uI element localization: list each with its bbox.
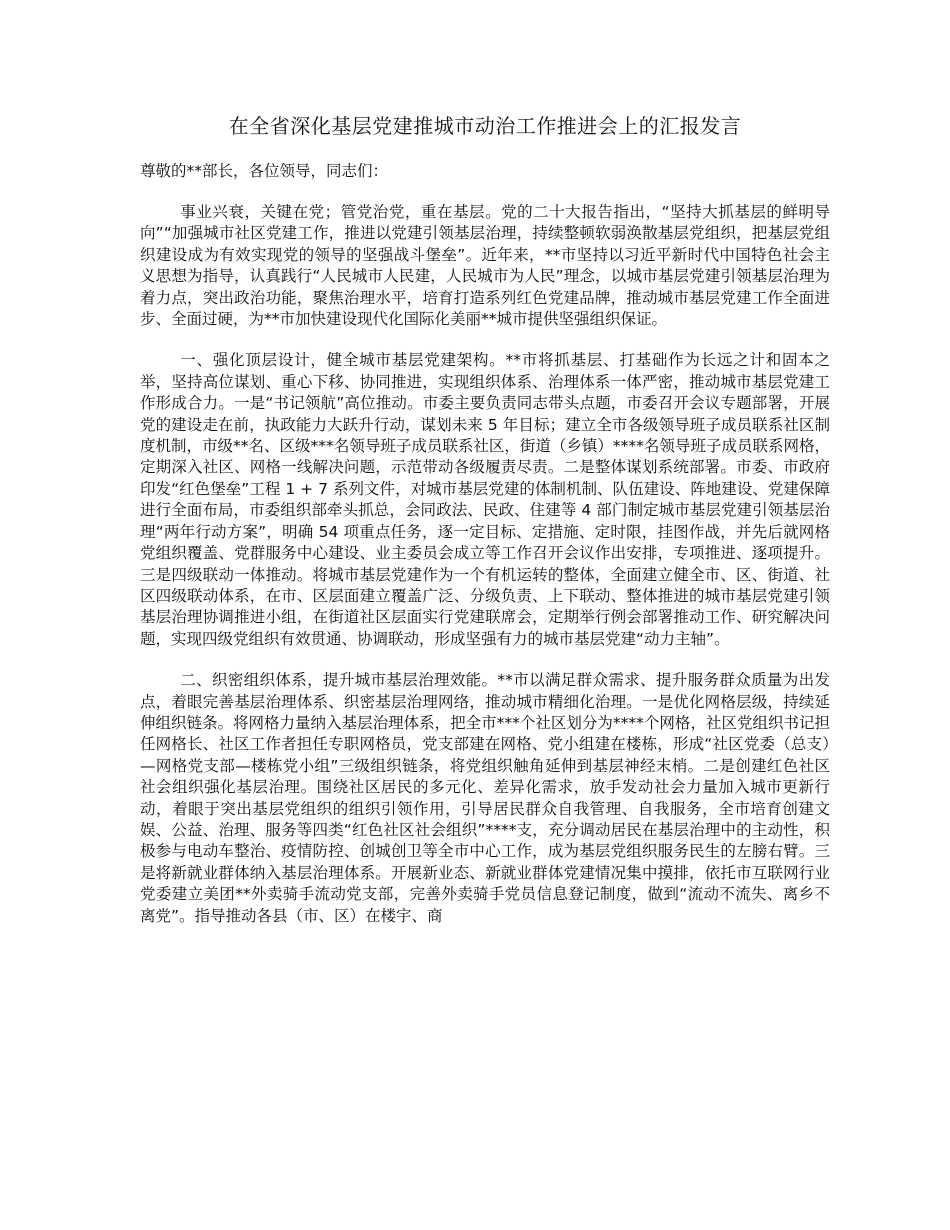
document-title: 在全省深化基层党建推城市动治工作推进会上的汇报发言	[228, 114, 742, 138]
paragraph-section-one: 一、强化顶层设计，健全城市基层党建架构。**市将抓基层、打基础作为长远之计和固本之举，坚持高位谋划、重心下移、协同推进，实现组织体系、治理体系一体严密，推动城市基层党建工作形成合力。一是“书记领航”高位推动。市委主要负责同志带头点题，市委召开会议专题部署，开展党的建设走在前，执政能力大跃升行动，谋划未来 5 年目标；建立全市各级领导班子成员联系社区制度机制，市级**名、区级***名领导班子成员联系社区，街道（乡镇）****名领导班子成员联系网格，定期深入社区、网格一线解决问题，示范带动各级履责尽责。二是整体谋划系统部署。市委、市政府印发“红色堡垒”工程 1 + 7 系列文件，对城市基层党建的体制机制、队伍建设、阵地建设、党建保障进行全面布局，市委组织部牵头抓总，会同政法、民政、住建等 4 部门制定城市基层党建引领基层治理“两年行动方案”，明确 54 项重点任务，逐一定目标、定措施、定时限，挂图作战，并先后就网格党组织覆盖、党群服务中心建设、业主委员会成立等工作召开会议作出安排，专项推进、逐项提升。三是四级联动一体推动。将城市基层党建作为一个有机运转的整体，全面建立健全市、区、街道、社区四级联动体系，在市、区层面建立覆盖广泛、分级负责、上下联动、整体推进的城市基层党建引领基层治理协调推进小组，在街道社区层面实行党建联席会，定期举行例会部署推动工作、研究解决问题，实现四级党组织有效贯通、协调联动，形成坚强有力的城市基层党建“动力主轴”。	[140, 351, 830, 648]
salutation: 尊敬的**部长，各位领导，同志们：	[140, 162, 389, 180]
paragraph-section-two: 二、织密组织体系，提升城市基层治理效能。**市以满足群众需求、提升服务群众质量为出发点，着眼完善基层治理体系、织密基层治理网络，推动城市精细化治理。一是优化网格层级，持续延伸组织链条。将网格力量纳入基层治理体系，把全市***个社区划分为****个网格，社区党组织书记担任网格长、社区工作者担任专职网格员，党支部建在网格、党小组建在楼栋，形成“社区党委（总支）—网格党支部—楼栋党小组”三级组织链条，将党组织触角延伸到基层神经末梢。二是创建红色社区社会组织强化基层治理。围绕社区居民的多元化、差异化需求，放手发动社会力量加入城市更新行动，着眼于突出基层党组织的组织引领作用，引导居民群众自我管理、自我服务，全市培育创建文娱、公益、治理、服务等四类“红色社区社会组织”****支，充分调动居民在基层治理中的主动性，积极参与电动车整治、疫情防控、创城创卫等全市中心工作，成为基层党组织服务民生的左膀右臂。三是将新就业群体纳入基层治理体系。开展新业态、新就业群体党建情况集中摸排，依托市互联网行业党委建立美团**外卖骑手流动党支部，完善外卖骑手党员信息登记制度，做到“流动不流失、离乡不离党”。指导推动各县（市、区）在楼宇、商	[140, 671, 830, 925]
document-page	[140, 108, 830, 947]
paragraph-intro: 事业兴衰，关键在党；管党治党，重在基层。党的二十大报告指出，“坚持大抓基层的鲜明导向”“加强城市社区党建工作，推进以党建引领基层治理，持续整顿软弱涣散基层党组织，把基层党组织建设成为有效实现党的领导的坚强战斗堡垒”。近年来，**市坚持以习近平新时代中国特色社会主义思想为指导，认真践行“人民城市人民建，人民城市为人民”理念，以城市基层党建引领基层治理为着力点，突出政治功能，聚焦治理水平，培育打造系列红色党建品牌，推动城市基层党建工作全面进步、全面过硬，为**市加快建设现代化国际化美丽**城市提供坚强组织保证。	[140, 203, 830, 329]
